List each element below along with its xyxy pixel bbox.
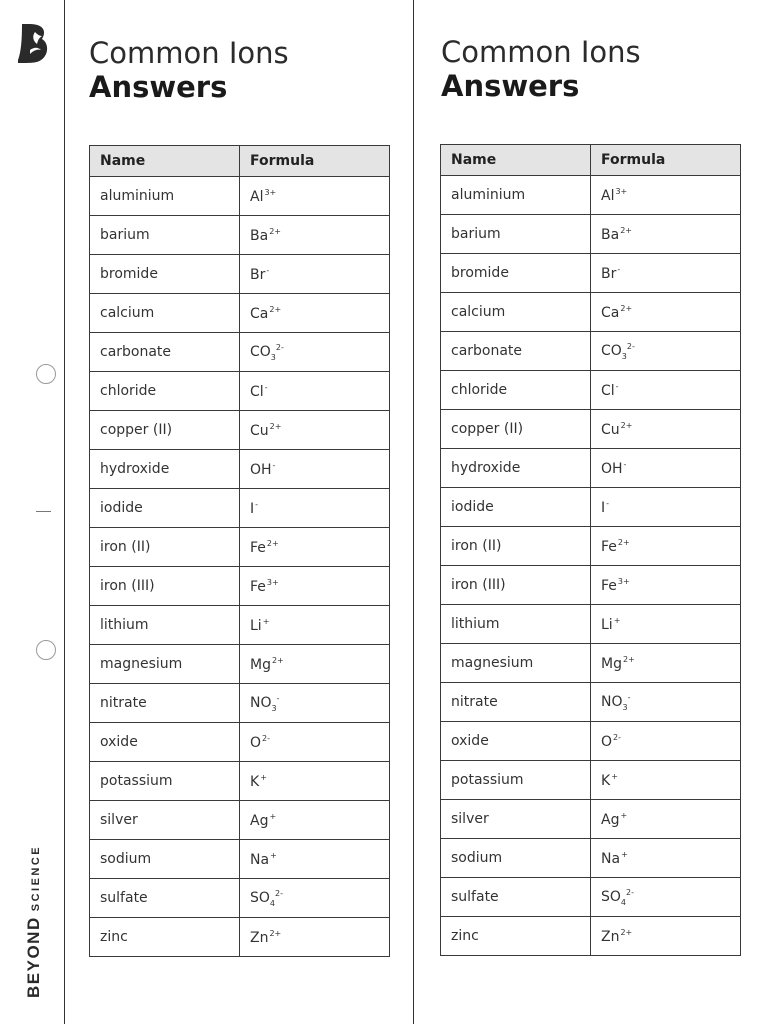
formula-symbol: Cl	[601, 382, 615, 399]
ion-formula	[240, 684, 390, 723]
formula-subscript: 3	[622, 702, 628, 712]
formula-symbol: Ca	[250, 305, 269, 322]
table-row	[90, 255, 390, 294]
ion-name: zinc	[90, 918, 240, 957]
table-row	[441, 410, 741, 449]
ion-formula	[240, 606, 390, 645]
ion-formula	[240, 762, 390, 801]
formula-subscript: 4	[620, 897, 626, 907]
ion-formula	[240, 840, 390, 879]
formula-symbol: Fe	[601, 577, 617, 594]
formula-subscript: 3	[270, 352, 276, 362]
formula-charge: 3+	[617, 576, 630, 586]
column-header-name: Name	[90, 146, 240, 177]
table-row	[90, 567, 390, 606]
page-title: Common Ions	[441, 35, 641, 69]
ion-name: nitrate	[90, 684, 240, 723]
ion-name: silver	[90, 801, 240, 840]
formula-charge: 2-	[626, 887, 634, 897]
formula-charge: -	[266, 265, 270, 275]
ion-formula	[591, 761, 741, 800]
table-row	[441, 722, 741, 761]
formula-charge: 2-	[262, 733, 271, 743]
ion-name: bromide	[441, 254, 591, 293]
table-row	[441, 839, 741, 878]
ion-formula	[591, 683, 741, 722]
ions-table-left	[89, 145, 390, 957]
formula-charge: +	[621, 849, 628, 859]
ion-name: iron (III)	[90, 567, 240, 606]
column-header-formula: Formula	[591, 145, 741, 176]
ion-name: iodide	[90, 489, 240, 528]
ion-name: silver	[441, 800, 591, 839]
ion-formula	[591, 293, 741, 332]
formula-symbol: NO	[250, 694, 272, 711]
formula-charge: 2-	[275, 342, 284, 352]
table-row	[90, 879, 390, 918]
formula-symbol: Na	[601, 850, 621, 867]
ion-name: zinc	[441, 917, 591, 956]
table-row	[90, 918, 390, 957]
table-row	[90, 411, 390, 450]
formula-charge: +	[260, 772, 267, 782]
table-row	[441, 605, 741, 644]
table-row	[90, 372, 390, 411]
ion-name: nitrate	[441, 683, 591, 722]
sheet-left-heading	[89, 36, 289, 104]
formula-symbol: Ca	[601, 304, 620, 321]
ion-formula	[240, 489, 390, 528]
beyond-logo-icon	[16, 22, 50, 64]
ion-formula	[240, 723, 390, 762]
ion-name: chloride	[441, 371, 591, 410]
table-row	[441, 683, 741, 722]
ion-formula	[240, 879, 390, 918]
table-row	[90, 723, 390, 762]
ion-formula	[591, 371, 741, 410]
formula-charge: 2+	[271, 655, 284, 665]
column-header-name: Name	[441, 145, 591, 176]
ions-table-right	[440, 144, 741, 956]
table-row	[441, 371, 741, 410]
table-row	[90, 801, 390, 840]
formula-charge: +	[613, 615, 621, 625]
table-row	[90, 606, 390, 645]
ion-name: hydroxide	[90, 450, 240, 489]
page-subtitle: Answers	[441, 69, 580, 103]
formula-charge: 2+	[622, 654, 635, 664]
formula-charge: +	[620, 810, 628, 820]
formula-symbol: I	[601, 499, 606, 516]
formula-symbol: Cu	[250, 422, 269, 439]
ion-formula	[240, 411, 390, 450]
ion-name: aluminium	[441, 176, 591, 215]
formula-charge: -	[615, 381, 619, 391]
formula-charge: 2+	[269, 304, 282, 314]
column-header-formula: Formula	[240, 146, 390, 177]
formula-charge: 2-	[275, 888, 283, 898]
ion-formula	[240, 567, 390, 606]
table-row	[441, 878, 741, 917]
formula-symbol: Ag	[601, 811, 620, 828]
formula-symbol: Br	[601, 265, 617, 282]
ion-formula	[591, 722, 741, 761]
formula-symbol: SO	[601, 888, 621, 905]
ion-formula	[240, 372, 390, 411]
table-row	[441, 917, 741, 956]
ion-name: oxide	[441, 722, 591, 761]
ion-formula	[240, 450, 390, 489]
formula-subscript: 4	[269, 898, 275, 908]
ion-formula	[591, 800, 741, 839]
formula-symbol: K	[601, 772, 611, 789]
brand-word-beyond: BEYOND	[24, 916, 43, 998]
ion-formula	[591, 215, 741, 254]
brand-wordmark	[24, 845, 44, 998]
fold-line	[413, 0, 414, 1024]
ion-name: sodium	[441, 839, 591, 878]
ion-formula	[591, 410, 741, 449]
table-row	[90, 528, 390, 567]
ion-formula	[591, 644, 741, 683]
formula-symbol: Mg	[250, 656, 271, 673]
table-row	[90, 684, 390, 723]
formula-charge: 3+	[266, 577, 279, 587]
formula-charge: 2+	[269, 421, 282, 431]
ion-name: magnesium	[441, 644, 591, 683]
ion-name: barium	[90, 216, 240, 255]
formula-symbol: CO	[601, 342, 622, 359]
ion-name: carbonate	[90, 333, 240, 372]
ion-formula	[240, 216, 390, 255]
formula-symbol: Br	[250, 266, 266, 283]
formula-symbol: OH	[250, 461, 272, 478]
ion-formula	[591, 527, 741, 566]
table-row	[90, 216, 390, 255]
table-row	[441, 293, 741, 332]
formula-symbol: Fe	[250, 578, 266, 595]
formula-charge: -	[623, 459, 627, 469]
ion-formula	[240, 645, 390, 684]
formula-charge: -	[627, 692, 631, 702]
table-row	[441, 215, 741, 254]
table-header-row	[90, 146, 390, 177]
formula-charge: +	[270, 850, 277, 860]
formula-charge: -	[255, 499, 259, 509]
ion-formula	[591, 254, 741, 293]
formula-symbol: K	[250, 773, 260, 790]
ion-name: calcium	[90, 294, 240, 333]
table-header-row	[441, 145, 741, 176]
ion-name: iron (II)	[90, 528, 240, 567]
formula-charge: 2-	[613, 732, 622, 742]
formula-symbol: O	[601, 733, 613, 750]
formula-symbol: Fe	[601, 538, 617, 555]
table-row	[441, 527, 741, 566]
table-row	[441, 254, 741, 293]
ion-name: carbonate	[441, 332, 591, 371]
formula-symbol: Fe	[250, 539, 266, 556]
table-row	[90, 762, 390, 801]
center-mark	[36, 511, 51, 512]
formula-charge: 3+	[615, 186, 628, 196]
formula-charge: +	[262, 616, 270, 626]
ion-name: copper (II)	[441, 410, 591, 449]
ion-name: iron (III)	[441, 566, 591, 605]
formula-symbol: Al	[250, 188, 264, 205]
ion-name: potassium	[90, 762, 240, 801]
ion-name: magnesium	[90, 645, 240, 684]
formula-charge: 2-	[626, 341, 635, 351]
formula-symbol: Ba	[601, 226, 620, 243]
ion-name: potassium	[441, 761, 591, 800]
formula-charge: 2+	[269, 928, 282, 938]
ion-name: bromide	[90, 255, 240, 294]
ion-formula	[591, 488, 741, 527]
formula-charge: -	[606, 498, 610, 508]
ion-name: hydroxide	[441, 449, 591, 488]
ion-name: lithium	[441, 605, 591, 644]
formula-symbol: Zn	[601, 928, 620, 945]
formula-symbol: Ba	[250, 227, 269, 244]
table-row	[441, 644, 741, 683]
formula-charge: 2+	[620, 927, 633, 937]
ion-formula	[591, 605, 741, 644]
ion-name: lithium	[90, 606, 240, 645]
table-row	[90, 333, 390, 372]
ion-formula	[591, 449, 741, 488]
formula-symbol: SO	[250, 889, 270, 906]
formula-symbol: I	[250, 500, 255, 517]
table-row	[441, 176, 741, 215]
margin-line	[64, 0, 65, 1024]
ion-formula	[591, 332, 741, 371]
binder-hole-bottom	[36, 640, 56, 660]
formula-charge: 3+	[264, 187, 277, 197]
formula-charge: 2+	[620, 420, 633, 430]
formula-symbol: Al	[601, 187, 615, 204]
formula-symbol: Na	[250, 851, 270, 868]
ion-name: sulfate	[441, 878, 591, 917]
ion-name: iron (II)	[441, 527, 591, 566]
formula-symbol: Li	[250, 617, 262, 634]
ion-formula	[240, 177, 390, 216]
ion-formula	[240, 255, 390, 294]
formula-charge: -	[264, 382, 268, 392]
ion-name: barium	[441, 215, 591, 254]
ion-name: iodide	[441, 488, 591, 527]
formula-symbol: O	[250, 734, 262, 751]
formula-symbol: Ag	[250, 812, 269, 829]
ion-formula	[240, 528, 390, 567]
table-row	[90, 840, 390, 879]
ion-formula	[591, 878, 741, 917]
ion-name: sodium	[90, 840, 240, 879]
formula-symbol: Mg	[601, 655, 622, 672]
sheet-right-heading	[441, 35, 641, 103]
brand-word-science: SCIENCE	[30, 844, 42, 912]
table-row	[441, 332, 741, 371]
formula-symbol: CO	[250, 343, 271, 360]
formula-symbol: Li	[601, 616, 613, 633]
binder-hole-top	[36, 364, 56, 384]
table-row	[90, 294, 390, 333]
table-row	[441, 800, 741, 839]
formula-charge: 2+	[266, 538, 279, 548]
formula-charge: 2+	[620, 303, 633, 313]
ion-formula	[591, 917, 741, 956]
ion-name: copper (II)	[90, 411, 240, 450]
ion-formula	[240, 333, 390, 372]
page-subtitle: Answers	[89, 70, 228, 104]
table-row	[441, 761, 741, 800]
ion-formula	[591, 566, 741, 605]
formula-subscript: 3	[621, 351, 627, 361]
page-title: Common Ions	[89, 36, 289, 70]
formula-symbol: Cl	[250, 383, 264, 400]
formula-subscript: 3	[271, 703, 277, 713]
formula-symbol: OH	[601, 460, 623, 477]
ion-name: chloride	[90, 372, 240, 411]
formula-charge: -	[617, 264, 621, 274]
ion-formula	[240, 294, 390, 333]
formula-charge: -	[272, 460, 276, 470]
ion-name: aluminium	[90, 177, 240, 216]
table-row	[441, 566, 741, 605]
formula-symbol: Cu	[601, 421, 620, 438]
ion-name: sulfate	[90, 879, 240, 918]
table-row	[90, 177, 390, 216]
ion-formula	[591, 176, 741, 215]
ion-formula	[591, 839, 741, 878]
formula-charge: +	[269, 811, 277, 821]
formula-charge: 2+	[269, 226, 281, 236]
ion-formula	[240, 801, 390, 840]
formula-charge: +	[611, 771, 618, 781]
formula-charge: 2+	[617, 537, 630, 547]
formula-symbol: NO	[601, 693, 623, 710]
table-row	[441, 449, 741, 488]
formula-charge: 2+	[620, 225, 632, 235]
table-row	[90, 489, 390, 528]
ion-name: oxide	[90, 723, 240, 762]
table-row	[90, 645, 390, 684]
formula-symbol: Zn	[250, 929, 269, 946]
table-row	[441, 488, 741, 527]
formula-charge: -	[276, 693, 280, 703]
ion-formula	[240, 918, 390, 957]
ion-name: calcium	[441, 293, 591, 332]
table-row	[90, 450, 390, 489]
